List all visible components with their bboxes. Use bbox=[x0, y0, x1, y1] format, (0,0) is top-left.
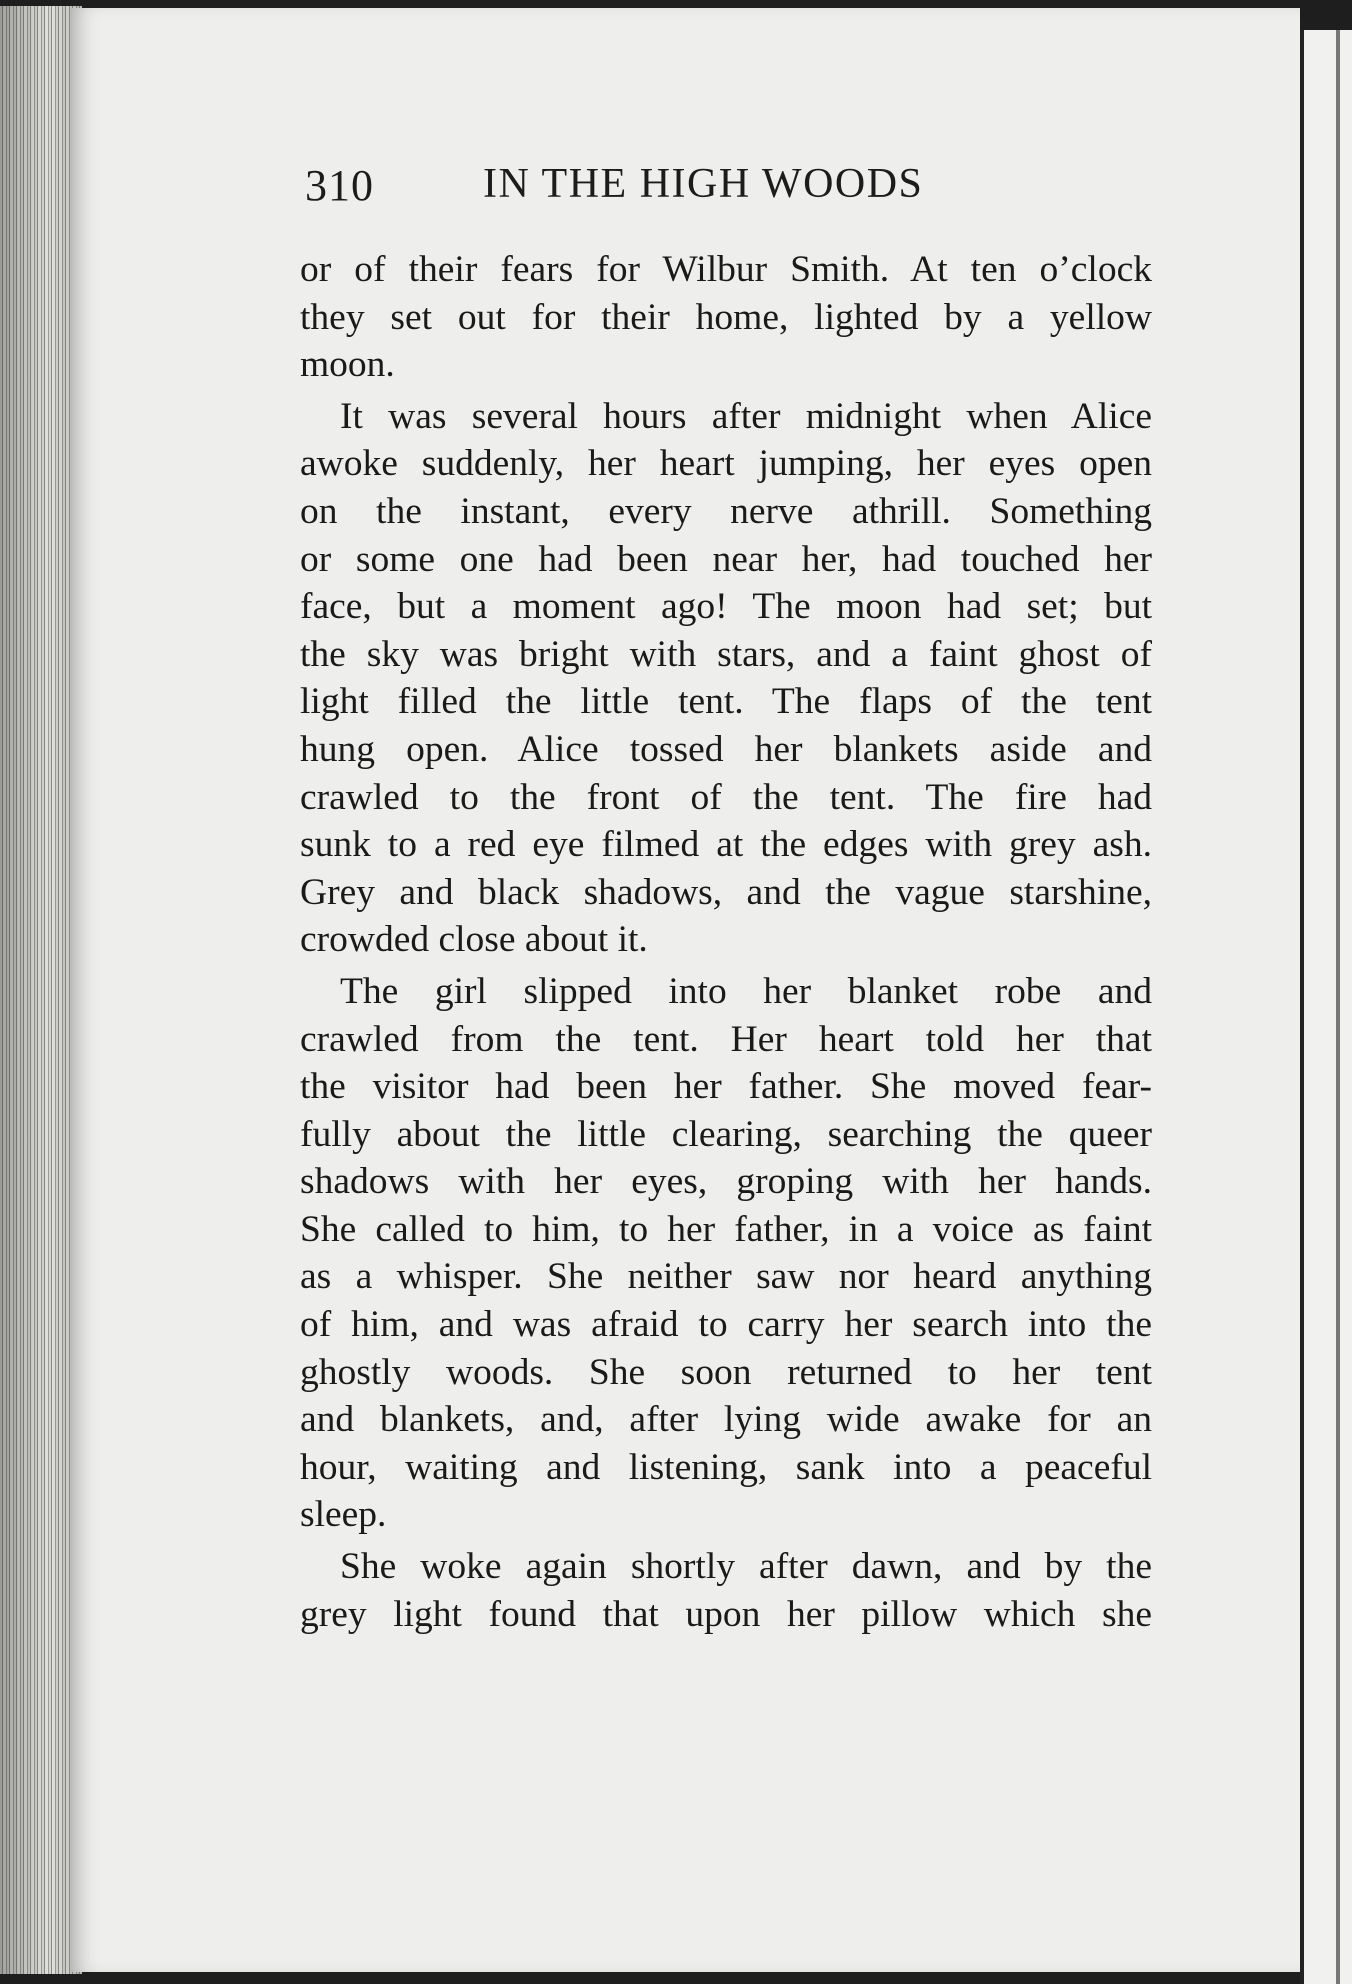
text-line: hour, waiting and listening, sank into a peaceful bbox=[300, 1446, 1152, 1488]
text-line: crowded close about it. bbox=[300, 919, 648, 961]
paragraph bbox=[300, 246, 1152, 389]
text-line: crawled from the tent. Her heart told her that bbox=[300, 1018, 1152, 1060]
text-line: they set out for their home, lighted by a yellow bbox=[300, 296, 1152, 338]
text-line: the visitor had been her father. She moved fear- bbox=[300, 1066, 1152, 1108]
paragraph bbox=[300, 968, 1152, 1539]
facing-page-strip bbox=[1300, 30, 1352, 1984]
page-number: 310 bbox=[305, 161, 374, 210]
text-line: sleep. bbox=[300, 1494, 387, 1536]
text-line: sunk to a red eye filmed at the edges with grey ash. bbox=[300, 824, 1152, 866]
text-line: crawled to the front of the tent. The fire had bbox=[300, 776, 1152, 818]
facing-page-edge bbox=[1336, 30, 1340, 1984]
book-title: IN THE HIGH WOODS bbox=[483, 161, 924, 207]
text-line: face, but a moment ago! The moon had set; but bbox=[300, 586, 1152, 628]
text-line: The girl slipped into her blanket robe and bbox=[340, 970, 1152, 1012]
text-line: grey light found that upon her pillow which she bbox=[300, 1593, 1152, 1635]
text-line: ghostly woods. She soon returned to her tent bbox=[300, 1351, 1152, 1393]
text-line: She called to him, to her father, in a voice as faint bbox=[300, 1208, 1152, 1250]
text-line: the sky was bright with stars, and a faint ghost of bbox=[300, 633, 1152, 675]
text-line: as a whisper. She neither saw nor heard anything bbox=[300, 1256, 1152, 1298]
text-line: light filled the little tent. The flaps of the tent bbox=[300, 681, 1152, 723]
text-line: or some one had been near her, had touched her bbox=[300, 538, 1152, 580]
paragraph bbox=[300, 393, 1152, 964]
paragraph bbox=[300, 1543, 1152, 1638]
text-line: Grey and black shadows, and the vague starshine, bbox=[300, 871, 1152, 913]
text-line: fully about the little clearing, searching the queer bbox=[300, 1113, 1152, 1155]
text-line: and blankets, and, after lying wide awake for an bbox=[300, 1399, 1152, 1441]
text-line: on the instant, every nerve athrill. Something bbox=[300, 490, 1152, 532]
body-text bbox=[300, 246, 1152, 1638]
text-line: hung open. Alice tossed her blankets aside and bbox=[300, 728, 1152, 770]
text-line: awoke suddenly, her heart jumping, her eyes open bbox=[300, 443, 1152, 485]
running-header bbox=[305, 160, 1005, 220]
text-line: It was several hours after midnight when Alice bbox=[340, 395, 1152, 437]
text-line: moon. bbox=[300, 344, 395, 386]
text-line: She woke again shortly after dawn, and by the bbox=[340, 1546, 1152, 1588]
text-line: of him, and was afraid to carry her search into the bbox=[300, 1304, 1152, 1346]
text-line: or of their fears for Wilbur Smith. At ten o’clock bbox=[300, 249, 1152, 290]
text-line: shadows with her eyes, groping with her hands. bbox=[300, 1161, 1152, 1203]
